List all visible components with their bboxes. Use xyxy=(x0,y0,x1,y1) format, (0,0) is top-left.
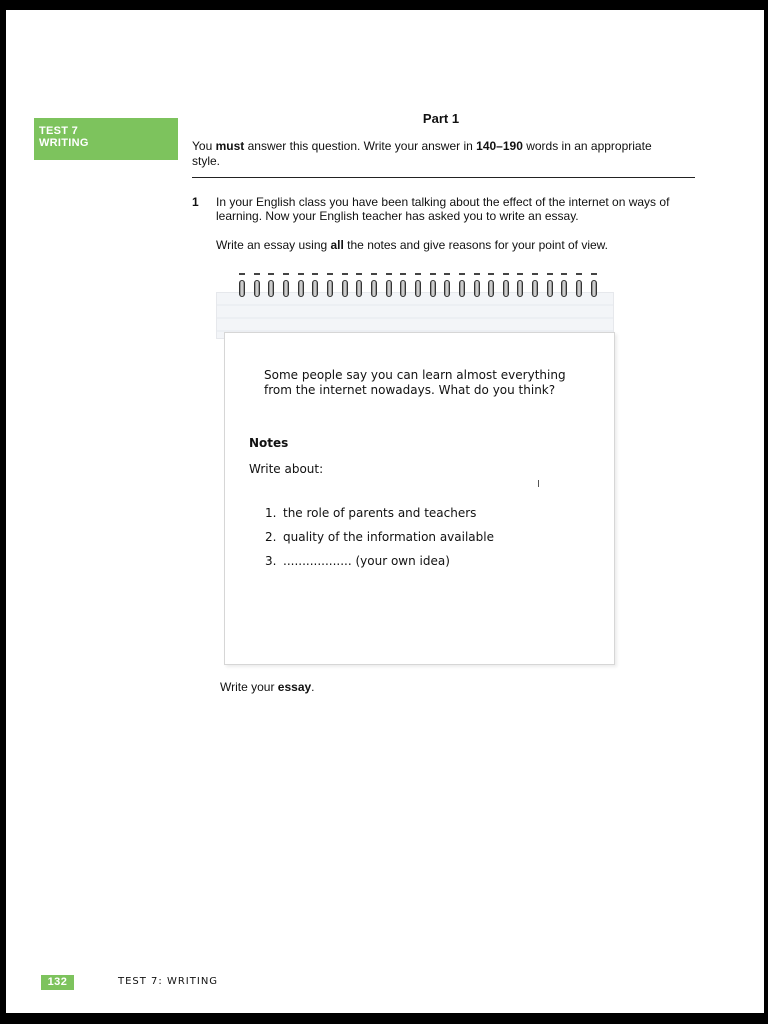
task-pre: Write an essay using xyxy=(216,238,331,252)
write-your-post: . xyxy=(311,680,315,694)
instructions-must: must xyxy=(215,139,245,153)
spiral-coil xyxy=(429,273,437,299)
spiral-coil xyxy=(238,273,246,299)
list-item-number: 3. xyxy=(265,554,277,568)
write-about-label: Write about: xyxy=(249,462,324,476)
instructions-word-count: 140–190 xyxy=(476,139,523,153)
instructions-mid: answer this question. Write your answer in xyxy=(244,139,477,153)
section-tag-writing: WRITING xyxy=(39,137,89,149)
page-number: 132 xyxy=(41,975,74,990)
spiral-coil xyxy=(326,273,334,299)
spiral-coil xyxy=(443,273,451,299)
footer-label: TEST 7: WRITING xyxy=(118,976,219,987)
divider-rule xyxy=(192,177,695,178)
spiral-coil xyxy=(355,273,363,299)
list-item-number: 1. xyxy=(265,506,277,520)
essay-prompt: Some people say you can learn almost everything from the internet nowadays. What do you think? xyxy=(264,368,566,397)
spiral-coil xyxy=(531,273,539,299)
spiral-coil xyxy=(253,273,261,299)
question-text: In your English class you have been talking about the effect of the internet on ways of learning. Now your English teacher has asked you to write an essay. xyxy=(216,195,670,223)
task-instruction xyxy=(216,238,696,252)
spiral-coil xyxy=(414,273,422,299)
spiral-coil xyxy=(487,273,495,299)
spiral-coil xyxy=(473,273,481,299)
notebook-spiral xyxy=(238,273,598,299)
spiral-coil xyxy=(399,273,407,299)
list-item xyxy=(265,530,494,554)
question-number: 1 xyxy=(192,195,199,209)
spiral-coil xyxy=(560,273,568,299)
spiral-coil xyxy=(575,273,583,299)
list-item-text: .................. (your own idea) xyxy=(283,554,450,568)
spiral-coil xyxy=(385,273,393,299)
spiral-coil xyxy=(516,273,524,299)
list-item-text: quality of the information available xyxy=(283,530,494,544)
spiral-coil xyxy=(297,273,305,299)
notebook xyxy=(224,332,615,665)
list-item-number: 2. xyxy=(265,530,277,544)
section-tag xyxy=(34,118,178,160)
section-tag-test: TEST 7 xyxy=(39,125,79,137)
spiral-coil xyxy=(458,273,466,299)
spiral-coil xyxy=(546,273,554,299)
instructions xyxy=(192,139,662,169)
task-all: all xyxy=(330,238,344,252)
part-title: Part 1 xyxy=(422,111,460,126)
spiral-coil xyxy=(311,273,319,299)
list-item xyxy=(265,506,494,530)
text-cursor-mark xyxy=(538,480,539,487)
spiral-coil xyxy=(590,273,598,299)
notes-list xyxy=(265,506,494,578)
write-your-essay-bold: essay xyxy=(277,680,312,694)
spiral-coil xyxy=(282,273,290,299)
task-post: the notes and give reasons for your point of view. xyxy=(343,238,609,252)
question xyxy=(192,195,692,223)
spiral-coil xyxy=(502,273,510,299)
notes-heading: Notes xyxy=(249,436,289,450)
spiral-coil xyxy=(370,273,378,299)
instructions-post: words in an appropriate style. xyxy=(192,139,652,168)
spiral-coil xyxy=(341,273,349,299)
spiral-coil xyxy=(267,273,275,299)
textbook-page xyxy=(6,10,764,1013)
write-your-pre: Write your xyxy=(220,680,278,694)
list-item-text: the role of parents and teachers xyxy=(283,506,477,520)
list-item xyxy=(265,554,494,578)
instructions-pre: You xyxy=(192,139,216,153)
write-your-essay xyxy=(220,680,315,694)
